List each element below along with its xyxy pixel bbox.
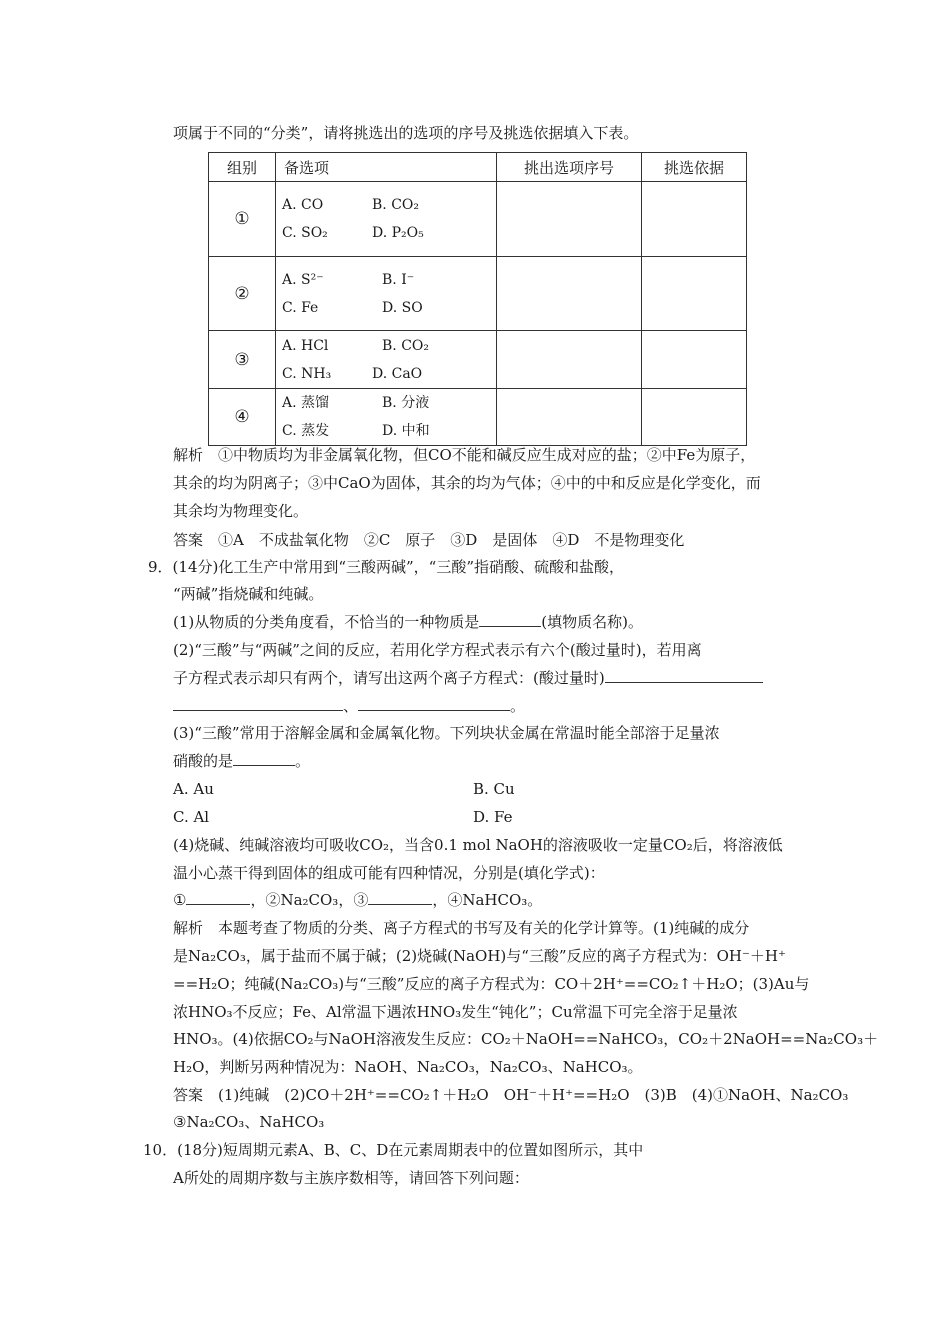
header-basis: 挑选依据 (642, 153, 747, 182)
candidates-cell: A. HCl B. CO₂ C. NH₃ D. CaO (276, 331, 497, 389)
option-b[interactable]: B. Cu (473, 780, 515, 798)
q9-stem: 9．(14分)化工生产中常用到“三酸两碱”，“三酸”指硝酸、硫酸和盐酸， (148, 558, 625, 576)
q9-part3-line: (3)“三酸”常用于溶解金属和金属氧化物。下列块状金属在常温时能全部溶于足量浓 (173, 724, 720, 742)
candidates-cell: A. 蒸馏 B. 分液 C. 蒸发 D. 中和 (276, 389, 497, 446)
q9-analysis-line: H₂O，判断另两种情况为：NaOH、Na₂CO₃，Na₂CO₃、NaHCO₃。 (173, 1058, 643, 1076)
q9-analysis-line: 解析 本题考查了物质的分类、离子方程式的书写及有关的化学计算等。(1)纯碱的成分 (173, 919, 750, 937)
intro-text: 项属于不同的“分类”，请将挑选出的选项的序号及挑选依据填入下表。 (173, 124, 639, 142)
answer-blank[interactable] (233, 751, 295, 766)
selected-answer-cell[interactable] (497, 389, 642, 446)
group-cell: ③ (209, 331, 276, 389)
group-cell: ② (209, 257, 276, 331)
q9-stem: “两碱”指烧碱和纯碱。 (173, 585, 324, 603)
q9-analysis-line: 浓HNO₃不反应；Fe、Al常温下遇浓HNO₃发生“钝化”；Cu常温下可完全溶于足量浓 (173, 1003, 738, 1021)
q9-answer: 答案 (1)纯碱 (2)CO＋2H⁺==CO₂↑＋H₂O OH⁻＋H⁺==H₂O (3)B (4)①NaOH、Na₂CO₃ (173, 1086, 849, 1104)
answer-blank[interactable] (605, 668, 763, 683)
q9-analysis-line: 是Na₂CO₃，属于盐而不属于碱；(2)烧碱(NaOH)与“三酸”反应的离子方程式为：OH⁻＋H⁺ (173, 947, 786, 965)
selected-answer-cell[interactable] (497, 257, 642, 331)
q9-part4-line: ① ，②Na₂CO₃，③ ，④NaHCO₃。 (173, 891, 543, 909)
basis-answer-cell[interactable] (642, 331, 747, 389)
option-d[interactable]: D. Fe (473, 808, 513, 826)
q9-part2-line: (2)“三酸”与“两碱”之间的反应，若用化学方程式表示有六个(酸过量时)，若用离 (173, 641, 702, 659)
table-row (209, 389, 747, 446)
candidates-cell: A. CO B. CO₂ C. SO₂ D. P₂O₅ (276, 182, 497, 257)
group-cell: ④ (209, 389, 276, 446)
q9-part4-line: 温小心蒸干得到固体的组成可能有四种情况，分别是(填化学式)： (173, 864, 605, 882)
q9-part2-line: 、 。 (173, 695, 525, 717)
table-row (209, 257, 747, 331)
q10-stem: A所处的周期序数与主族序数相等，请回答下列问题： (173, 1169, 529, 1187)
classification-table (208, 152, 747, 446)
q9-part4-line: (4)烧碱、纯碱溶液均可吸收CO₂，当含0.1 mol NaOH的溶液吸收一定量CO₂后，将溶液低 (173, 836, 783, 854)
q8-answer: 答案 ①A 不成盐氧化物 ②C 原子 ③D 是固体 ④D 不是物理变化 (173, 531, 685, 549)
candidates-cell: A. S²⁻ B. I⁻ C. Fe D. SO (276, 257, 497, 331)
q9-analysis-line: HNO₃。(4)依据CO₂与NaOH溶液发生反应：CO₂＋NaOH==NaHCO₃，CO₂＋2NaOH==Na₂CO₃＋ (173, 1030, 879, 1048)
basis-answer-cell[interactable] (642, 182, 747, 257)
table-row (209, 182, 747, 257)
q10-stem: 10．(18分)短周期元素A、B、C、D在元素周期表中的位置如图所示，其中 (143, 1141, 644, 1159)
q8-analysis-line: 解析 ①中物质均为非金属氧化物，但CO不能和碱反应生成对应的盐；②中Fe为原子， (173, 446, 756, 464)
header-candidates: 备选项 (276, 153, 497, 182)
table-header-row (209, 153, 747, 182)
header-selected: 挑出选项序号 (497, 153, 642, 182)
answer-blank[interactable] (479, 612, 541, 627)
table-row (209, 331, 747, 389)
q9-analysis-line: ==H₂O；纯碱(Na₂CO₃)与“三酸”反应的离子方程式为：CO＋2H⁺==CO₂↑＋H₂O；(3)Au与 (173, 975, 810, 993)
answer-blank[interactable] (173, 696, 343, 711)
option-c[interactable]: C. Al (173, 808, 210, 826)
group-cell: ① (209, 182, 276, 257)
header-group: 组别 (209, 153, 276, 182)
selected-answer-cell[interactable] (497, 331, 642, 389)
q9-part2-line: 子方程式表示却只有两个，请写出这两个离子方程式：(酸过量时) (173, 667, 763, 689)
option-a[interactable]: A. Au (173, 780, 214, 798)
q9-answer: ③Na₂CO₃、NaHCO₃ (173, 1113, 325, 1131)
basis-answer-cell[interactable] (642, 389, 747, 446)
q9-part3-line: 硝酸的是 。 (173, 752, 311, 770)
q8-analysis-line: 其余的均为阴离子；③中CaO为固体，其余的均为气体；④中的中和反应是化学变化，而 (173, 474, 761, 492)
answer-blank[interactable] (186, 890, 250, 905)
answer-blank[interactable] (358, 696, 510, 711)
basis-answer-cell[interactable] (642, 257, 747, 331)
selected-answer-cell[interactable] (497, 182, 642, 257)
answer-blank[interactable] (368, 890, 432, 905)
q8-analysis-line: 其余均为物理变化。 (173, 502, 309, 520)
q9-part1: (1)从物质的分类角度看，不恰当的一种物质是 (填物质名称)。 (173, 613, 643, 631)
